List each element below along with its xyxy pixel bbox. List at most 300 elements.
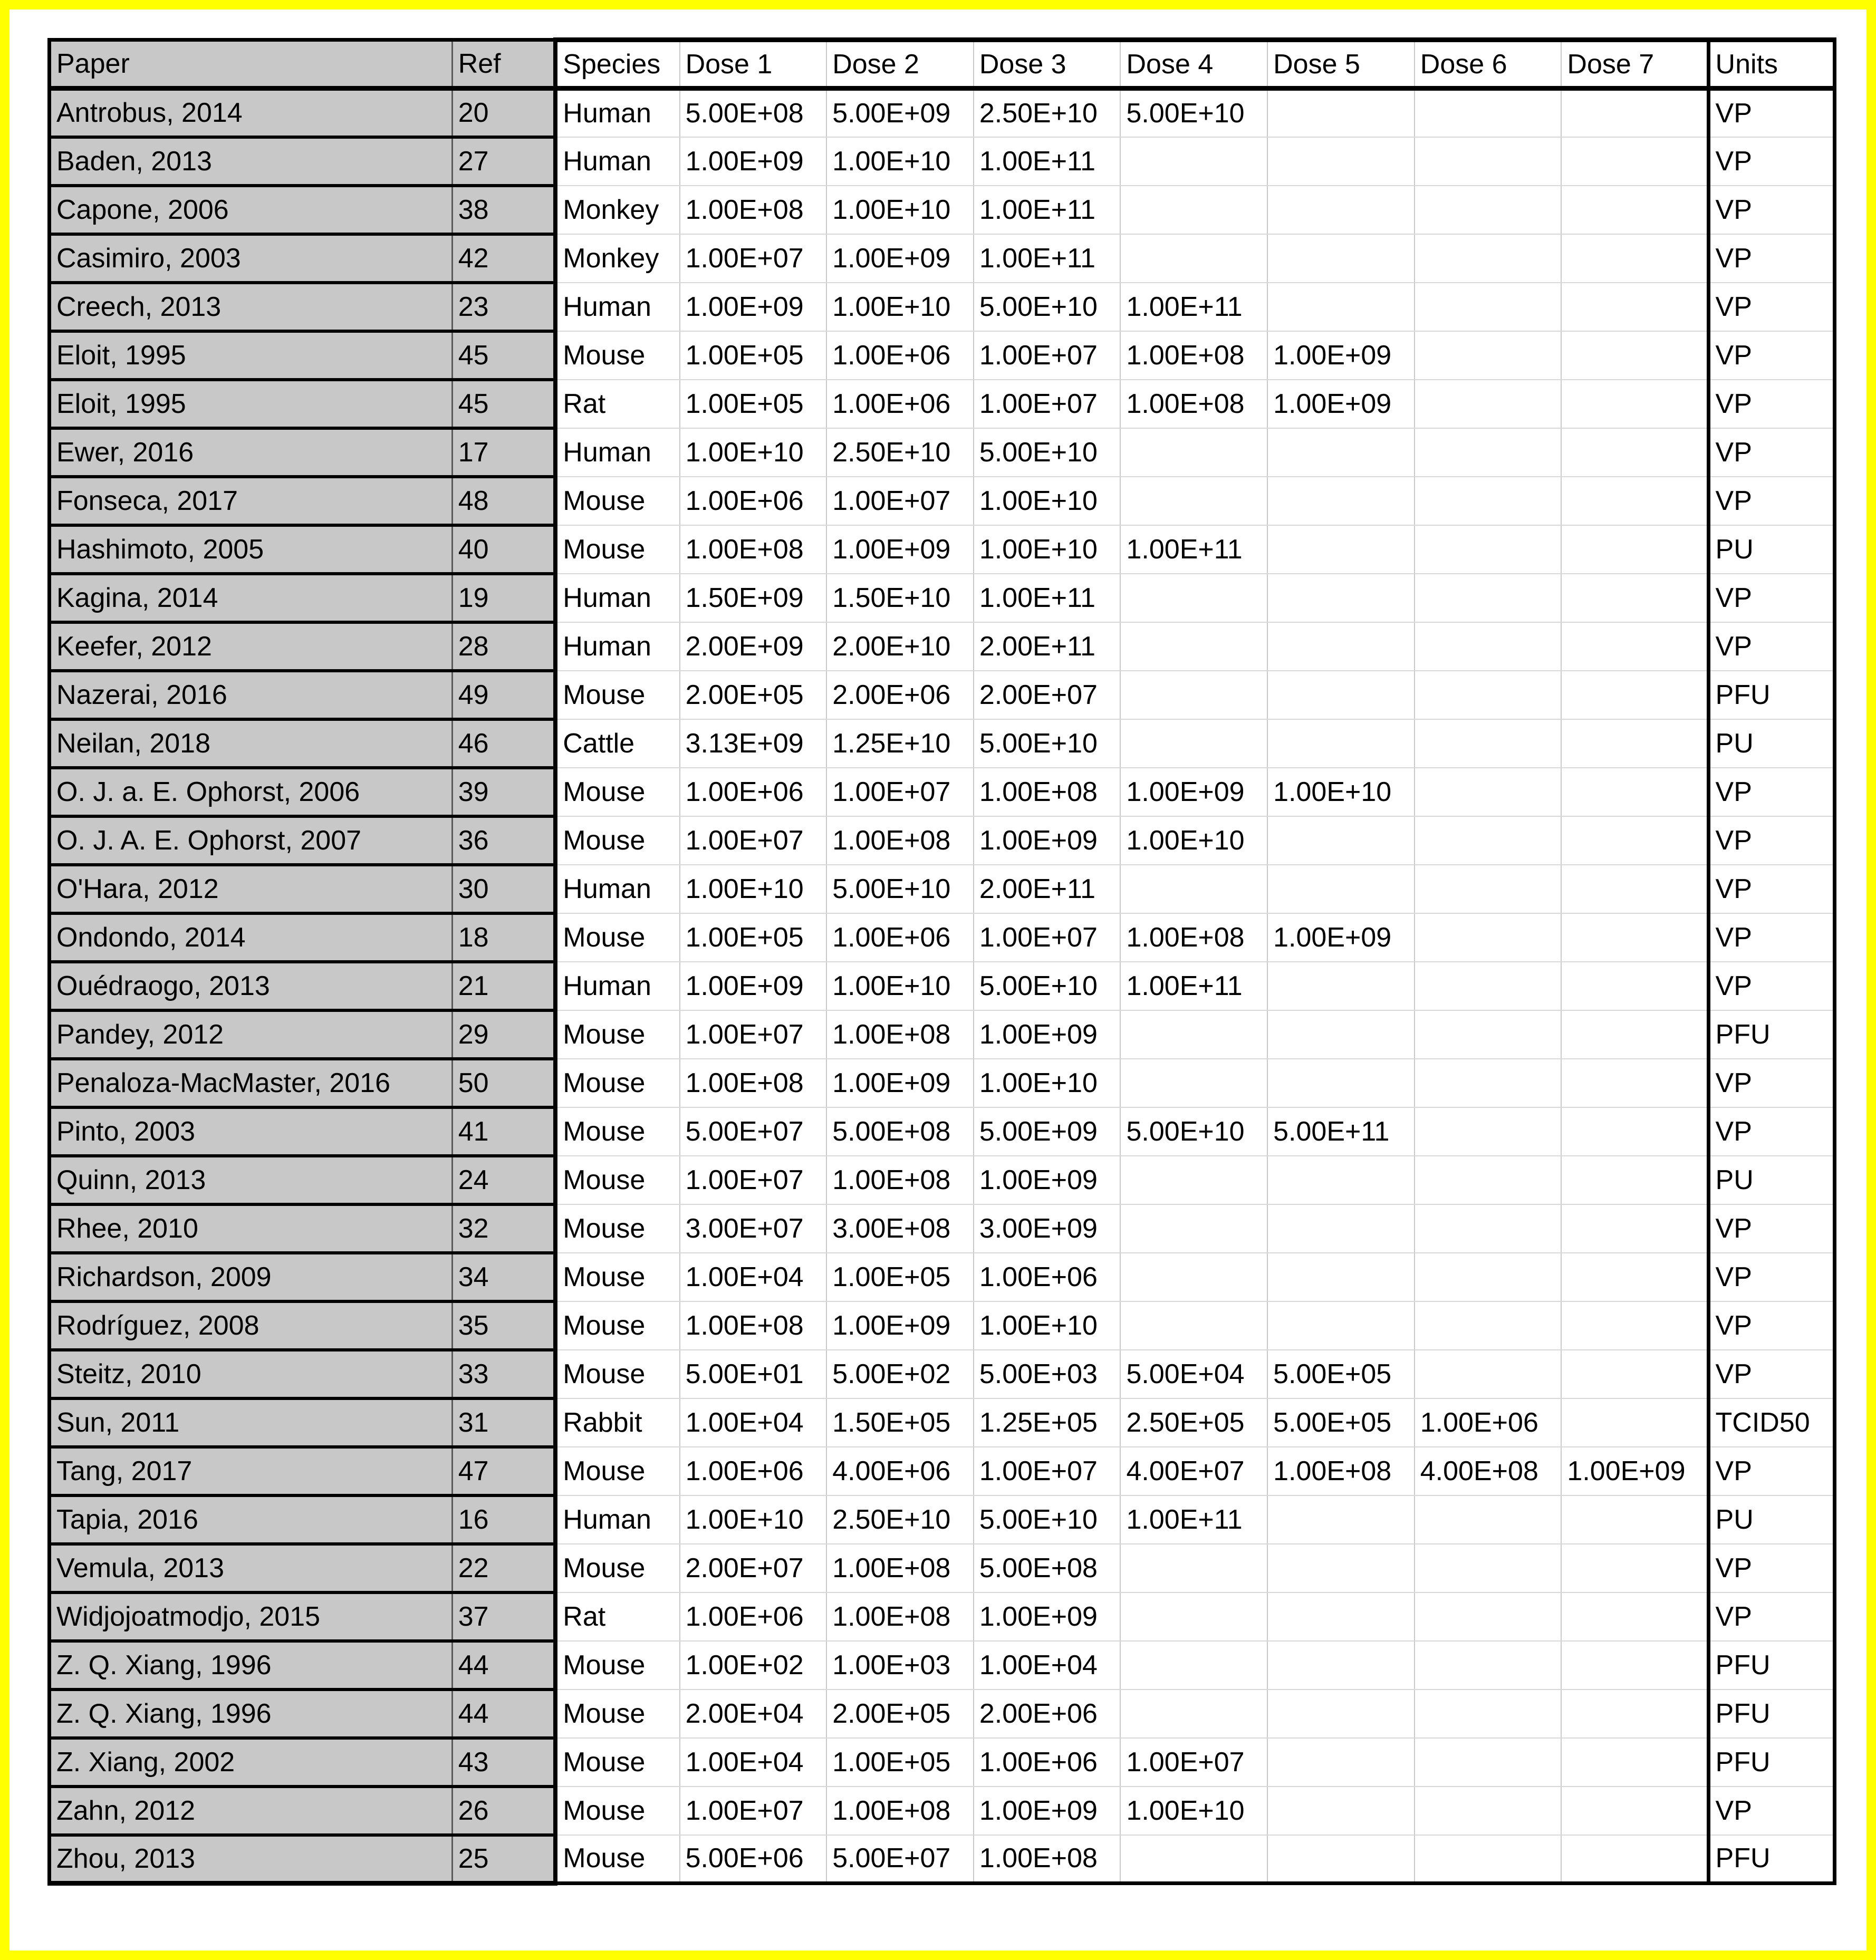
cell-dose-5: 5.00E+05 xyxy=(1267,1350,1415,1398)
cell-dose-4: 1.00E+11 xyxy=(1120,962,1267,1010)
column-header-units: Units xyxy=(1708,40,1834,89)
cell-dose-7 xyxy=(1561,1544,1708,1592)
cell-dose-3: 1.00E+11 xyxy=(974,574,1121,622)
cell-dose-6 xyxy=(1415,962,1562,1010)
cell-dose-4: 1.00E+08 xyxy=(1120,380,1267,428)
cell-species: Rat xyxy=(555,1592,679,1641)
cell-dose-2: 1.00E+03 xyxy=(826,1641,974,1689)
cell-dose-2: 1.00E+09 xyxy=(826,234,974,283)
cell-dose-7 xyxy=(1561,1253,1708,1301)
cell-units: VP xyxy=(1708,234,1834,283)
cell-dose-5 xyxy=(1267,1738,1415,1787)
cell-ref: 32 xyxy=(452,1204,555,1253)
column-header-paper: Paper xyxy=(50,40,453,89)
table-row xyxy=(50,525,1835,574)
cell-dose-6 xyxy=(1415,1689,1562,1738)
cell-species: Rat xyxy=(555,380,679,428)
cell-units: VP xyxy=(1708,186,1834,234)
cell-dose-6 xyxy=(1415,1495,1562,1544)
cell-dose-2: 1.00E+06 xyxy=(826,380,974,428)
cell-ref: 44 xyxy=(452,1689,555,1738)
cell-paper: Penaloza-MacMaster, 2016 xyxy=(50,1059,453,1107)
cell-dose-6 xyxy=(1415,913,1562,962)
cell-dose-3: 1.00E+11 xyxy=(974,234,1121,283)
cell-dose-1: 1.00E+04 xyxy=(680,1253,827,1301)
cell-dose-3: 1.00E+07 xyxy=(974,1447,1121,1495)
cell-paper: O'Hara, 2012 xyxy=(50,865,453,913)
table-row xyxy=(50,1059,1835,1107)
cell-ref: 44 xyxy=(452,1641,555,1689)
cell-ref: 27 xyxy=(452,137,555,186)
cell-dose-1: 2.00E+09 xyxy=(680,622,827,671)
cell-dose-5 xyxy=(1267,671,1415,719)
cell-dose-2: 1.50E+05 xyxy=(826,1398,974,1447)
cell-dose-3: 5.00E+10 xyxy=(974,1495,1121,1544)
cell-dose-4 xyxy=(1120,671,1267,719)
cell-dose-6 xyxy=(1415,1010,1562,1059)
cell-dose-2: 1.00E+10 xyxy=(826,186,974,234)
cell-dose-4 xyxy=(1120,622,1267,671)
cell-dose-4 xyxy=(1120,1253,1267,1301)
table-row xyxy=(50,1107,1835,1156)
cell-dose-1: 1.00E+05 xyxy=(680,913,827,962)
cell-ref: 24 xyxy=(452,1156,555,1204)
cell-dose-6 xyxy=(1415,477,1562,525)
cell-dose-2: 5.00E+10 xyxy=(826,865,974,913)
cell-dose-2: 1.00E+08 xyxy=(826,1544,974,1592)
cell-species: Mouse xyxy=(555,1107,679,1156)
cell-dose-3: 1.00E+06 xyxy=(974,1253,1121,1301)
cell-units: TCID50 xyxy=(1708,1398,1834,1447)
cell-units: VP xyxy=(1708,1787,1834,1835)
cell-dose-3: 3.00E+09 xyxy=(974,1204,1121,1253)
cell-dose-6 xyxy=(1415,1835,1562,1884)
cell-species: Mouse xyxy=(555,1544,679,1592)
cell-dose-7 xyxy=(1561,1835,1708,1884)
cell-dose-7 xyxy=(1561,186,1708,234)
column-header-dose-2: Dose 2 xyxy=(826,40,974,89)
cell-dose-6 xyxy=(1415,1787,1562,1835)
cell-species: Mouse xyxy=(555,1253,679,1301)
cell-units: PU xyxy=(1708,719,1834,768)
cell-dose-6 xyxy=(1415,1350,1562,1398)
cell-dose-2: 1.00E+08 xyxy=(826,816,974,865)
table-row xyxy=(50,1204,1835,1253)
table-header xyxy=(50,40,1835,89)
column-header-dose-3: Dose 3 xyxy=(974,40,1121,89)
cell-dose-7 xyxy=(1561,283,1708,331)
table-row xyxy=(50,477,1835,525)
cell-paper: O. J. A. E. Ophorst, 2007 xyxy=(50,816,453,865)
cell-dose-5: 1.00E+10 xyxy=(1267,768,1415,816)
table-row xyxy=(50,1495,1835,1544)
dose-summary-table xyxy=(47,37,1836,1886)
cell-dose-5 xyxy=(1267,1835,1415,1884)
cell-dose-3: 2.00E+06 xyxy=(974,1689,1121,1738)
cell-species: Rabbit xyxy=(555,1398,679,1447)
cell-dose-6 xyxy=(1415,719,1562,768)
cell-dose-1: 1.00E+06 xyxy=(680,768,827,816)
cell-dose-2: 1.00E+06 xyxy=(826,913,974,962)
cell-dose-2: 1.00E+10 xyxy=(826,137,974,186)
table-row xyxy=(50,671,1835,719)
table-container xyxy=(47,37,1835,1886)
cell-dose-6 xyxy=(1415,89,1562,137)
cell-paper: Capone, 2006 xyxy=(50,186,453,234)
table-body xyxy=(50,89,1835,1884)
cell-dose-2: 2.50E+10 xyxy=(826,1495,974,1544)
table-row xyxy=(50,186,1835,234)
cell-units: VP xyxy=(1708,1447,1834,1495)
cell-species: Mouse xyxy=(555,1204,679,1253)
cell-dose-5 xyxy=(1267,865,1415,913)
cell-units: PU xyxy=(1708,1495,1834,1544)
cell-ref: 20 xyxy=(452,89,555,137)
cell-dose-7 xyxy=(1561,1156,1708,1204)
cell-dose-2: 4.00E+06 xyxy=(826,1447,974,1495)
cell-dose-7 xyxy=(1561,1107,1708,1156)
cell-ref: 33 xyxy=(452,1350,555,1398)
cell-species: Mouse xyxy=(555,671,679,719)
cell-dose-3: 1.00E+08 xyxy=(974,1835,1121,1884)
cell-paper: Tang, 2017 xyxy=(50,1447,453,1495)
cell-dose-2: 1.00E+05 xyxy=(826,1253,974,1301)
cell-ref: 41 xyxy=(452,1107,555,1156)
cell-ref: 19 xyxy=(452,574,555,622)
cell-ref: 35 xyxy=(452,1301,555,1350)
cell-dose-4 xyxy=(1120,1592,1267,1641)
cell-dose-2: 1.00E+09 xyxy=(826,1059,974,1107)
cell-dose-5: 5.00E+11 xyxy=(1267,1107,1415,1156)
cell-ref: 36 xyxy=(452,816,555,865)
cell-species: Human xyxy=(555,283,679,331)
cell-dose-1: 1.00E+08 xyxy=(680,186,827,234)
cell-dose-7 xyxy=(1561,913,1708,962)
cell-dose-7 xyxy=(1561,1592,1708,1641)
cell-dose-1: 1.00E+09 xyxy=(680,137,827,186)
cell-ref: 34 xyxy=(452,1253,555,1301)
cell-dose-7 xyxy=(1561,89,1708,137)
cell-dose-7 xyxy=(1561,622,1708,671)
cell-dose-5: 1.00E+09 xyxy=(1267,380,1415,428)
cell-ref: 48 xyxy=(452,477,555,525)
cell-species: Mouse xyxy=(555,1059,679,1107)
cell-dose-3: 1.00E+07 xyxy=(974,380,1121,428)
cell-species: Mouse xyxy=(555,768,679,816)
cell-dose-7 xyxy=(1561,1787,1708,1835)
table-row xyxy=(50,865,1835,913)
cell-dose-4 xyxy=(1120,477,1267,525)
cell-dose-4: 2.50E+05 xyxy=(1120,1398,1267,1447)
table-row xyxy=(50,380,1835,428)
cell-dose-3: 1.00E+09 xyxy=(974,816,1121,865)
cell-dose-4 xyxy=(1120,137,1267,186)
cell-species: Monkey xyxy=(555,234,679,283)
cell-dose-3: 1.00E+10 xyxy=(974,1301,1121,1350)
cell-dose-2: 1.00E+08 xyxy=(826,1787,974,1835)
cell-dose-3: 1.00E+11 xyxy=(974,186,1121,234)
cell-paper: Eloit, 1995 xyxy=(50,380,453,428)
cell-dose-7 xyxy=(1561,380,1708,428)
table-row xyxy=(50,428,1835,477)
cell-dose-6 xyxy=(1415,1253,1562,1301)
cell-dose-4: 1.00E+10 xyxy=(1120,816,1267,865)
cell-dose-7 xyxy=(1561,1204,1708,1253)
cell-paper: Casimiro, 2003 xyxy=(50,234,453,283)
cell-dose-7 xyxy=(1561,428,1708,477)
cell-units: VP xyxy=(1708,1059,1834,1107)
cell-paper: Zhou, 2013 xyxy=(50,1835,453,1884)
cell-dose-1: 2.00E+04 xyxy=(680,1689,827,1738)
header-row xyxy=(50,40,1835,89)
table-row xyxy=(50,1689,1835,1738)
table-row xyxy=(50,1156,1835,1204)
cell-dose-4 xyxy=(1120,1689,1267,1738)
cell-dose-2: 5.00E+02 xyxy=(826,1350,974,1398)
table-row xyxy=(50,137,1835,186)
cell-ref: 42 xyxy=(452,234,555,283)
cell-dose-5 xyxy=(1267,283,1415,331)
cell-dose-5 xyxy=(1267,186,1415,234)
cell-dose-7 xyxy=(1561,525,1708,574)
cell-paper: Ewer, 2016 xyxy=(50,428,453,477)
cell-dose-7 xyxy=(1561,137,1708,186)
cell-species: Human xyxy=(555,962,679,1010)
cell-dose-3: 1.25E+05 xyxy=(974,1398,1121,1447)
cell-dose-3: 2.50E+10 xyxy=(974,89,1121,137)
cell-dose-4: 5.00E+10 xyxy=(1120,1107,1267,1156)
cell-species: Human xyxy=(555,865,679,913)
cell-dose-2: 5.00E+08 xyxy=(826,1107,974,1156)
cell-dose-6 xyxy=(1415,331,1562,380)
cell-dose-2: 5.00E+09 xyxy=(826,89,974,137)
cell-species: Mouse xyxy=(555,477,679,525)
cell-dose-4 xyxy=(1120,865,1267,913)
cell-dose-1: 1.00E+07 xyxy=(680,234,827,283)
cell-units: VP xyxy=(1708,1592,1834,1641)
cell-dose-4 xyxy=(1120,1059,1267,1107)
cell-species: Mouse xyxy=(555,1301,679,1350)
cell-dose-1: 2.00E+07 xyxy=(680,1544,827,1592)
table-row xyxy=(50,913,1835,962)
cell-dose-4: 1.00E+11 xyxy=(1120,1495,1267,1544)
cell-ref: 31 xyxy=(452,1398,555,1447)
cell-dose-4 xyxy=(1120,1156,1267,1204)
cell-dose-1: 1.00E+07 xyxy=(680,816,827,865)
table-row xyxy=(50,719,1835,768)
cell-dose-6 xyxy=(1415,1641,1562,1689)
cell-dose-3: 2.00E+11 xyxy=(974,622,1121,671)
cell-dose-4 xyxy=(1120,428,1267,477)
cell-ref: 26 xyxy=(452,1787,555,1835)
cell-dose-2: 2.00E+05 xyxy=(826,1689,974,1738)
cell-dose-3: 5.00E+10 xyxy=(974,719,1121,768)
cell-ref: 49 xyxy=(452,671,555,719)
cell-paper: Sun, 2011 xyxy=(50,1398,453,1447)
table-row xyxy=(50,1350,1835,1398)
column-header-dose-4: Dose 4 xyxy=(1120,40,1267,89)
cell-dose-3: 1.00E+09 xyxy=(974,1787,1121,1835)
column-header-ref: Ref xyxy=(452,40,555,89)
cell-dose-7 xyxy=(1561,1010,1708,1059)
cell-dose-1: 1.00E+09 xyxy=(680,283,827,331)
column-header-dose-1: Dose 1 xyxy=(680,40,827,89)
cell-dose-1: 1.50E+09 xyxy=(680,574,827,622)
cell-ref: 16 xyxy=(452,1495,555,1544)
cell-dose-5 xyxy=(1267,525,1415,574)
cell-dose-5 xyxy=(1267,1253,1415,1301)
cell-dose-3: 5.00E+10 xyxy=(974,283,1121,331)
cell-dose-6 xyxy=(1415,865,1562,913)
cell-dose-2: 1.00E+08 xyxy=(826,1592,974,1641)
cell-dose-7 xyxy=(1561,816,1708,865)
cell-dose-5: 1.00E+09 xyxy=(1267,331,1415,380)
cell-dose-5 xyxy=(1267,719,1415,768)
cell-species: Mouse xyxy=(555,1156,679,1204)
cell-species: Mouse xyxy=(555,1689,679,1738)
cell-dose-3: 5.00E+09 xyxy=(974,1107,1121,1156)
cell-dose-5 xyxy=(1267,816,1415,865)
cell-units: VP xyxy=(1708,283,1834,331)
cell-species: Human xyxy=(555,1495,679,1544)
cell-dose-1: 1.00E+02 xyxy=(680,1641,827,1689)
cell-dose-2: 2.00E+06 xyxy=(826,671,974,719)
cell-units: VP xyxy=(1708,962,1834,1010)
cell-species: Human xyxy=(555,428,679,477)
cell-dose-3: 1.00E+11 xyxy=(974,137,1121,186)
cell-units: PFU xyxy=(1708,671,1834,719)
cell-dose-4 xyxy=(1120,1641,1267,1689)
cell-species: Mouse xyxy=(555,913,679,962)
cell-dose-7 xyxy=(1561,768,1708,816)
cell-species: Mouse xyxy=(555,1447,679,1495)
cell-ref: 45 xyxy=(452,380,555,428)
table-row xyxy=(50,1835,1835,1884)
cell-paper: Vemula, 2013 xyxy=(50,1544,453,1592)
cell-ref: 38 xyxy=(452,186,555,234)
cell-dose-7 xyxy=(1561,1495,1708,1544)
cell-dose-1: 1.00E+04 xyxy=(680,1738,827,1787)
cell-species: Mouse xyxy=(555,1641,679,1689)
cell-units: VP xyxy=(1708,331,1834,380)
cell-dose-7 xyxy=(1561,1398,1708,1447)
cell-paper: Rodríguez, 2008 xyxy=(50,1301,453,1350)
cell-ref: 39 xyxy=(452,768,555,816)
cell-dose-1: 1.00E+10 xyxy=(680,428,827,477)
cell-paper: Quinn, 2013 xyxy=(50,1156,453,1204)
cell-ref: 50 xyxy=(452,1059,555,1107)
cell-units: PFU xyxy=(1708,1641,1834,1689)
cell-dose-5 xyxy=(1267,477,1415,525)
cell-units: PFU xyxy=(1708,1689,1834,1738)
cell-dose-2: 1.00E+07 xyxy=(826,768,974,816)
cell-dose-4 xyxy=(1120,1544,1267,1592)
cell-dose-3: 1.00E+07 xyxy=(974,331,1121,380)
cell-paper: Ouédraogo, 2013 xyxy=(50,962,453,1010)
cell-dose-5 xyxy=(1267,1301,1415,1350)
cell-units: VP xyxy=(1708,865,1834,913)
cell-dose-7 xyxy=(1561,574,1708,622)
cell-ref: 18 xyxy=(452,913,555,962)
table-row xyxy=(50,89,1835,137)
cell-dose-3: 1.00E+04 xyxy=(974,1641,1121,1689)
table-row xyxy=(50,1301,1835,1350)
cell-paper: Creech, 2013 xyxy=(50,283,453,331)
cell-dose-3: 1.00E+09 xyxy=(974,1156,1121,1204)
table-row xyxy=(50,1544,1835,1592)
cell-dose-7 xyxy=(1561,234,1708,283)
cell-dose-7 xyxy=(1561,1301,1708,1350)
cell-dose-5: 5.00E+05 xyxy=(1267,1398,1415,1447)
cell-ref: 17 xyxy=(452,428,555,477)
cell-units: VP xyxy=(1708,768,1834,816)
cell-paper: Z. Q. Xiang, 1996 xyxy=(50,1689,453,1738)
cell-ref: 43 xyxy=(452,1738,555,1787)
cell-ref: 45 xyxy=(452,331,555,380)
cell-dose-6 xyxy=(1415,428,1562,477)
cell-paper: Widjojoatmodjo, 2015 xyxy=(50,1592,453,1641)
cell-dose-3: 1.00E+07 xyxy=(974,913,1121,962)
cell-dose-5 xyxy=(1267,137,1415,186)
cell-paper: Hashimoto, 2005 xyxy=(50,525,453,574)
cell-dose-4: 1.00E+11 xyxy=(1120,525,1267,574)
cell-dose-5 xyxy=(1267,574,1415,622)
cell-dose-6 xyxy=(1415,1204,1562,1253)
cell-dose-6 xyxy=(1415,1738,1562,1787)
cell-dose-4 xyxy=(1120,1835,1267,1884)
cell-paper: Antrobus, 2014 xyxy=(50,89,453,137)
table-row xyxy=(50,816,1835,865)
cell-dose-4 xyxy=(1120,1301,1267,1350)
cell-dose-1: 1.00E+06 xyxy=(680,1592,827,1641)
cell-units: VP xyxy=(1708,89,1834,137)
cell-paper: Richardson, 2009 xyxy=(50,1253,453,1301)
cell-dose-5 xyxy=(1267,1010,1415,1059)
cell-dose-6: 4.00E+08 xyxy=(1415,1447,1562,1495)
cell-dose-1: 5.00E+01 xyxy=(680,1350,827,1398)
cell-dose-2: 1.00E+07 xyxy=(826,477,974,525)
cell-dose-5 xyxy=(1267,1592,1415,1641)
cell-dose-2: 3.00E+08 xyxy=(826,1204,974,1253)
column-header-dose-7: Dose 7 xyxy=(1561,40,1708,89)
table-row xyxy=(50,1592,1835,1641)
cell-dose-1: 1.00E+10 xyxy=(680,865,827,913)
cell-species: Mouse xyxy=(555,816,679,865)
cell-dose-2: 1.25E+10 xyxy=(826,719,974,768)
cell-dose-7 xyxy=(1561,477,1708,525)
cell-dose-3: 1.00E+08 xyxy=(974,768,1121,816)
table-row xyxy=(50,1398,1835,1447)
cell-units: PU xyxy=(1708,1156,1834,1204)
cell-dose-2: 1.00E+10 xyxy=(826,283,974,331)
cell-paper: Rhee, 2010 xyxy=(50,1204,453,1253)
cell-species: Mouse xyxy=(555,1738,679,1787)
cell-ref: 30 xyxy=(452,865,555,913)
cell-species: Monkey xyxy=(555,186,679,234)
cell-dose-6 xyxy=(1415,1301,1562,1350)
cell-units: VP xyxy=(1708,428,1834,477)
cell-dose-1: 1.00E+04 xyxy=(680,1398,827,1447)
cell-species: Mouse xyxy=(555,1350,679,1398)
cell-units: VP xyxy=(1708,816,1834,865)
cell-dose-3: 5.00E+08 xyxy=(974,1544,1121,1592)
cell-dose-4: 1.00E+09 xyxy=(1120,768,1267,816)
cell-paper: Neilan, 2018 xyxy=(50,719,453,768)
cell-species: Human xyxy=(555,622,679,671)
cell-dose-3: 2.00E+11 xyxy=(974,865,1121,913)
cell-ref: 47 xyxy=(452,1447,555,1495)
cell-dose-6 xyxy=(1415,283,1562,331)
